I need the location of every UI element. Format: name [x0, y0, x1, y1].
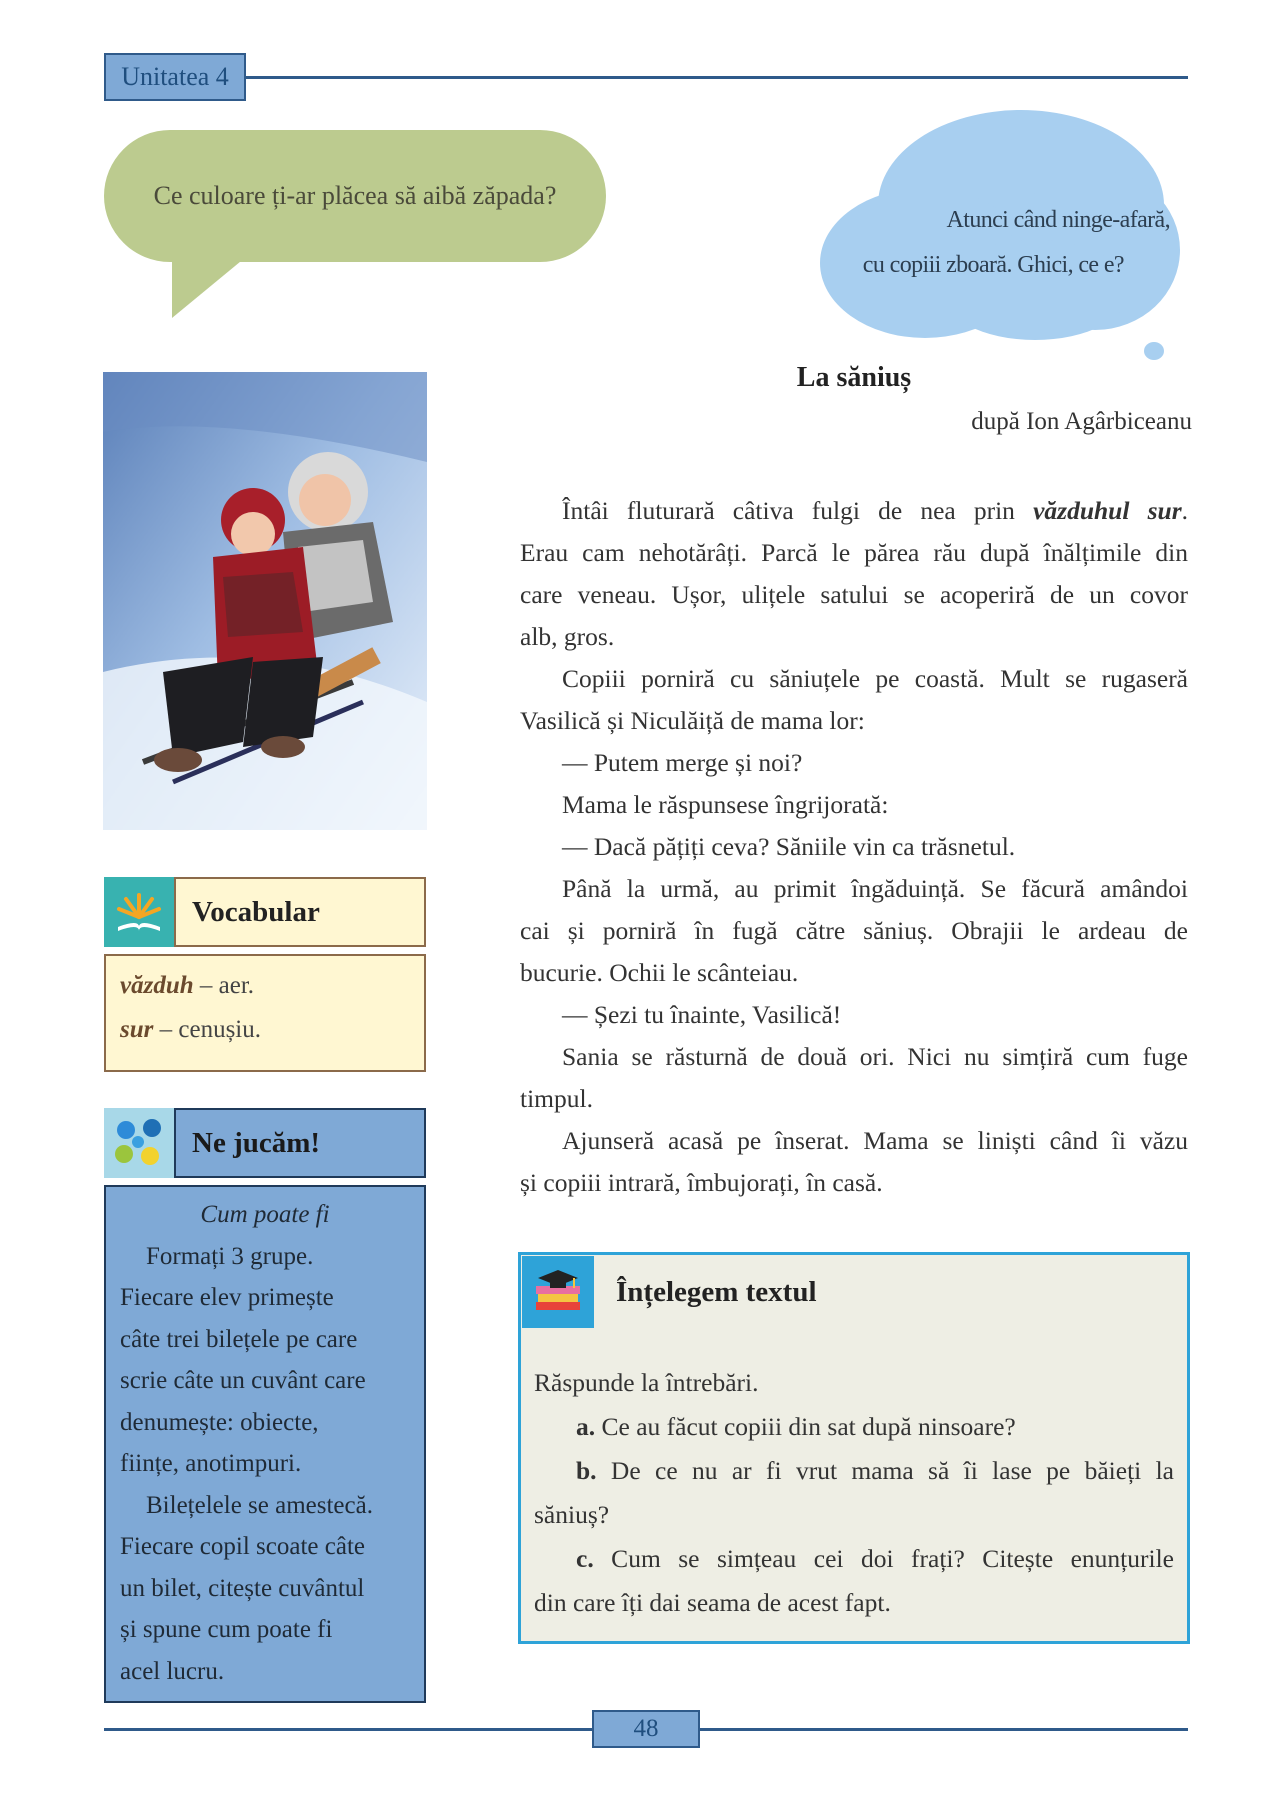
story-author: după Ion Agârbiceanu [971, 408, 1192, 435]
question-b [534, 1456, 1174, 1486]
story-line: Copiii porniră cu săniuțele pe coastă. Mult se rugaseră [562, 664, 1188, 693]
question-b-continued: săniuș? [534, 1500, 610, 1529]
story-line: timpul. [520, 1084, 593, 1113]
story-text: . [1181, 496, 1188, 525]
game-line: Formați 3 grupe. [146, 1243, 314, 1270]
page-number: 48 [592, 1710, 700, 1748]
comprehension-instruction: Răspunde la întrebări. [534, 1368, 759, 1397]
game-line: un bilet, citește cuvântul [120, 1575, 365, 1602]
game-title: Ne jucăm! [192, 1127, 321, 1159]
story-line: Sania se răsturnă de două ori. Nici nu simțiră cum fuge [562, 1042, 1188, 1071]
vocabulary-item [120, 972, 254, 1000]
story-line: bucurie. Ochii le scânteiau. [520, 958, 799, 987]
game-line: câte trei bilețele pe care [120, 1326, 358, 1353]
footer-rule [700, 1728, 1188, 1731]
question-text: Cum se simțeau cei doi frați? Citește enunțurile [593, 1544, 1174, 1573]
game-line: Fiecare elev primește [120, 1284, 334, 1311]
riddle-line-1: Atunci când ninge-afară, [946, 207, 1170, 233]
footer-rule [104, 1728, 592, 1731]
question-a [534, 1412, 1174, 1442]
story-line: cai și porniră în fugă către săniuș. Obrajii le ardeau de [520, 916, 1188, 945]
story-line: Mama le răspunsese îngrijorată: [562, 790, 889, 819]
books-graduation-cap-icon [522, 1256, 594, 1328]
question-text: De ce nu ar fi vrut mama să îi lase pe băieți la [596, 1456, 1174, 1485]
game-line: ființe, anotimpuri. [120, 1450, 302, 1477]
question-c [534, 1544, 1174, 1574]
game-line: și spune cum poate fi [120, 1616, 333, 1643]
vocabulary-term: sur [120, 1016, 154, 1043]
thought-cloud-text [830, 198, 1170, 288]
game-line: scrie câte un cuvânt care [120, 1367, 366, 1394]
sledding-photo [103, 372, 427, 830]
vocabulary-term: văzduh [120, 972, 194, 999]
story-line: Vasilică și Niculăiță de mama lor: [520, 706, 865, 735]
game-line: Bilețelele se amestecă. [146, 1492, 373, 1519]
question-label: a. [576, 1412, 596, 1441]
comprehension-title: Înțelegem textul [616, 1276, 817, 1308]
story-text: Întâi fluturară câtiva fulgi de nea prin [562, 496, 1034, 525]
story-line: Erau cam nehotărâți. Parcă le părea rău după înălțimile din [520, 538, 1188, 567]
game-line: acel lucru. [120, 1658, 225, 1685]
story-line [520, 496, 1188, 526]
game-line: denumește: obiecte, [120, 1409, 319, 1436]
question-c-continued: din care îți dai seama de acest fapt. [534, 1588, 891, 1617]
riddle-line-2: cu copiii zboară. Ghici, ce e? [862, 252, 1124, 278]
unit-label: Unitatea 4 [104, 53, 246, 101]
story-line: care veneau. Ușor, ulițele satului se acoperiră de un covor [520, 580, 1188, 609]
speech-bubble-text: Ce culoare ți-ar plăcea să aibă zăpada? [153, 181, 557, 210]
story-title: La săniuș [796, 362, 912, 393]
vocabulary-title: Vocabular [192, 896, 320, 928]
question-label: b. [576, 1456, 597, 1485]
story-dialogue: — Putem merge și noi? [562, 748, 803, 777]
story-dialogue: — Dacă pățiți ceva? Săniile vin ca trăsnetul. [562, 832, 1016, 861]
book-icon [104, 877, 174, 947]
game-subtitle: Cum poate fi [200, 1201, 330, 1228]
story-line: Ajunseră acasă pe înserat. Mama se liniști când îi văzu [562, 1126, 1188, 1155]
hands-icon [104, 1108, 174, 1178]
story-line: Până la urmă, au primit îngăduință. Se făcură amândoi [562, 874, 1188, 903]
game-line: Fiecare copil scoate câte [120, 1533, 365, 1560]
vocabulary-definition: – aer. [193, 972, 255, 999]
vocabulary-item [120, 1016, 261, 1044]
story-dialogue: — Șezi tu înainte, Vasilică! [562, 1000, 842, 1029]
header-rule [246, 76, 1188, 79]
question-text: Ce au făcut copiii din sat după ninsoare? [595, 1412, 1016, 1441]
story-line: alb, gros. [520, 622, 615, 651]
question-label: c. [576, 1544, 594, 1573]
story-line: și copiii intrară, îmbujorați, în casă. [520, 1168, 883, 1197]
story-emphasis: văzduhul sur [1033, 496, 1182, 525]
vocabulary-definition: – cenușiu. [153, 1016, 261, 1043]
